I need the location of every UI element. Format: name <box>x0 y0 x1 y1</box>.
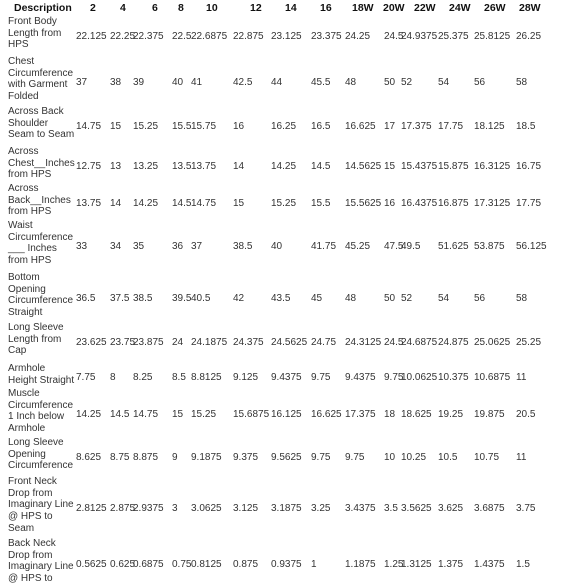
table-cell: 9.1875 <box>191 452 222 463</box>
table-cell: 25.375 <box>438 31 469 42</box>
table-cell: 3.625 <box>438 503 464 514</box>
description-line: Armhole <box>8 363 46 374</box>
description-line: Front Body <box>8 16 57 27</box>
description-line: Circumference <box>8 460 74 472</box>
table-cell: 8.625 <box>76 452 102 463</box>
table-cell: 24 <box>172 337 184 348</box>
table-cell: 35 <box>133 241 145 252</box>
table-cell: 11 <box>516 452 527 463</box>
table-cell: 10.375 <box>438 372 469 383</box>
table-cell: 2.8125 <box>76 503 107 514</box>
row-description <box>8 363 78 386</box>
table-cell: 14.25 <box>133 198 159 209</box>
table-cell: 16.75 <box>516 161 542 172</box>
description-line: Across <box>8 146 39 157</box>
table-cell: 1.4375 <box>474 559 505 570</box>
table-cell: 9.75 <box>311 452 331 463</box>
row-description <box>8 220 78 267</box>
table-cell: 10.5 <box>438 452 458 463</box>
description-line: Chest <box>8 56 35 67</box>
table-cell: 45 <box>311 293 323 304</box>
description-line: from HPS <box>8 206 52 218</box>
table-cell: 7.75 <box>76 372 96 383</box>
description-line: Drop from <box>8 549 53 561</box>
table-cell: 9.75 <box>345 452 365 463</box>
table-cell: 15.6875 <box>233 409 270 420</box>
column-header-size: 12 <box>250 2 262 14</box>
table-cell: 16.625 <box>345 121 376 132</box>
table-cell: 17.3125 <box>474 198 511 209</box>
table-cell: 53.875 <box>474 241 505 252</box>
table-cell: 15 <box>233 198 245 209</box>
table-cell: 15 <box>172 409 184 420</box>
description-line: Muscle <box>8 388 40 399</box>
table-cell: 3.125 <box>233 503 259 514</box>
table-cell: 11 <box>516 372 527 383</box>
table-cell: 24.5 <box>384 337 404 348</box>
description-line: Circumference <box>8 399 74 411</box>
table-cell: 51.625 <box>438 241 469 252</box>
table-cell: 45.25 <box>345 241 371 252</box>
table-cell: 3.0625 <box>191 503 222 514</box>
table-cell: 24.25 <box>345 31 371 42</box>
table-cell: 16 <box>233 121 245 132</box>
table-cell: 15.25 <box>133 121 159 132</box>
table-cell: 14.5 <box>172 198 192 209</box>
description-line: ___ Inches <box>8 243 57 255</box>
table-cell: 3.5 <box>384 503 398 514</box>
table-cell: 15.5 <box>311 198 331 209</box>
description-line: Long Sleeve <box>8 437 64 448</box>
table-cell: 1.1875 <box>345 559 376 570</box>
table-cell: 13.5 <box>172 161 192 172</box>
table-cell: 16.25 <box>271 121 297 132</box>
table-cell: 10.6875 <box>474 372 511 383</box>
row-description <box>8 56 78 103</box>
description-line: Imaginary Line <box>8 499 74 511</box>
table-cell: 41 <box>191 77 203 88</box>
table-cell: 36 <box>172 241 184 252</box>
table-cell: 40.5 <box>191 293 211 304</box>
table-cell: 18 <box>384 409 396 420</box>
table-cell: 0.625 <box>110 559 136 570</box>
table-cell: 58 <box>516 77 528 88</box>
table-cell: 14 <box>233 161 245 172</box>
table-cell: 44 <box>271 77 283 88</box>
table-cell: 37.5 <box>110 293 130 304</box>
table-cell: 18.5 <box>516 121 536 132</box>
table-cell: 1 <box>311 559 317 570</box>
table-cell: 13.75 <box>191 161 217 172</box>
column-header-size: 10 <box>206 2 218 14</box>
table-cell: 23.875 <box>133 337 164 348</box>
table-cell: 58 <box>516 293 528 304</box>
table-cell: 24.6875 <box>401 337 438 348</box>
row-description <box>8 388 78 435</box>
table-cell: 3.5625 <box>401 503 432 514</box>
description-line: Cap <box>8 345 27 357</box>
table-cell: 56.125 <box>516 241 547 252</box>
description-line: from HPS <box>8 169 52 181</box>
description-line: Back Neck <box>8 538 56 549</box>
description-line: Circumference <box>8 295 74 307</box>
table-cell: 8 <box>110 372 116 383</box>
table-cell: 9.4375 <box>345 372 376 383</box>
table-cell: 15.75 <box>191 121 217 132</box>
description-line: HPS <box>8 39 29 51</box>
table-cell: 3 <box>172 503 178 514</box>
row-description <box>8 476 78 535</box>
table-cell: 2.9375 <box>133 503 164 514</box>
table-cell: 50 <box>384 293 396 304</box>
row-description <box>8 106 78 141</box>
description-line: Front Neck <box>8 476 57 487</box>
table-cell: 43.5 <box>271 293 291 304</box>
table-cell: 19.875 <box>474 409 505 420</box>
table-cell: 14.5 <box>311 161 331 172</box>
table-cell: 19.25 <box>438 409 464 420</box>
row-description <box>8 272 78 319</box>
table-cell: 36.5 <box>76 293 96 304</box>
table-cell: 15.4375 <box>401 161 438 172</box>
description-line: Drop from <box>8 487 53 499</box>
description-line: Long Sleeve <box>8 322 64 333</box>
table-cell: 24.75 <box>311 337 337 348</box>
table-cell: 41.75 <box>311 241 337 252</box>
table-cell: 22.875 <box>233 31 264 42</box>
column-header-size: 14 <box>285 2 297 14</box>
table-cell: 49.5 <box>401 241 421 252</box>
table-cell: 14.5 <box>110 409 130 420</box>
description-line: Straight <box>8 307 43 319</box>
table-cell: 1.375 <box>438 559 464 570</box>
table-cell: 45.5 <box>311 77 331 88</box>
row-description <box>8 183 78 218</box>
description-line: Chest__Inches <box>8 157 75 169</box>
table-cell: 0.8125 <box>191 559 222 570</box>
column-header-size: 22W <box>414 2 436 14</box>
table-cell: 24.9375 <box>401 31 438 42</box>
table-cell: 1.3125 <box>401 559 432 570</box>
table-cell: 56 <box>474 77 486 88</box>
row-description <box>8 538 78 585</box>
description-line: Folded <box>8 91 39 103</box>
table-cell: 14.75 <box>76 121 102 132</box>
table-cell: 0.6875 <box>133 559 164 570</box>
column-header-size: 4 <box>120 2 126 14</box>
table-cell: 16.3125 <box>474 161 511 172</box>
table-cell: 10.0625 <box>401 372 438 383</box>
table-cell: 17.75 <box>438 121 464 132</box>
table-cell: 14.75 <box>191 198 217 209</box>
description-line: Circumference <box>8 67 74 79</box>
row-description <box>8 16 78 51</box>
table-cell: 1.25 <box>384 559 404 570</box>
table-cell: 8.8125 <box>191 372 222 383</box>
column-header-description: Description <box>14 2 72 14</box>
table-cell: 47.5 <box>384 241 404 252</box>
table-cell: 9.75 <box>311 372 331 383</box>
table-cell: 15.25 <box>191 409 217 420</box>
table-cell: 16.875 <box>438 198 469 209</box>
description-line: Opening <box>8 283 46 295</box>
description-line: with Garment <box>8 79 68 91</box>
description-line: Height Straight <box>8 374 75 386</box>
table-cell: 56 <box>474 293 486 304</box>
table-cell: 9 <box>172 452 178 463</box>
description-line: from HPS <box>8 255 52 267</box>
table-cell: 15 <box>384 161 396 172</box>
table-cell: 18.125 <box>474 121 505 132</box>
table-cell: 25.0625 <box>474 337 511 348</box>
description-line: Across <box>8 183 39 194</box>
column-header-size: 20W <box>383 2 405 14</box>
table-cell: 15 <box>110 121 122 132</box>
table-cell: 25.8125 <box>474 31 511 42</box>
table-cell: 17.375 <box>345 409 376 420</box>
table-cell: 22.6875 <box>191 31 228 42</box>
table-cell: 15.5625 <box>345 198 382 209</box>
table-cell: 38.5 <box>233 241 253 252</box>
table-cell: 15.5 <box>172 121 192 132</box>
table-cell: 14.5625 <box>345 161 382 172</box>
table-cell: 39 <box>133 77 145 88</box>
table-cell: 42 <box>233 293 245 304</box>
description-line: Length from <box>8 27 62 39</box>
table-cell: 13 <box>110 161 122 172</box>
table-cell: 9.375 <box>233 452 259 463</box>
description-line: Circumference <box>8 231 74 243</box>
column-header-size: 8 <box>178 2 184 14</box>
description-line: Bottom <box>8 272 40 283</box>
table-cell: 8.875 <box>133 452 159 463</box>
table-cell: 16.5 <box>311 121 331 132</box>
table-cell: 8.25 <box>133 372 153 383</box>
table-cell: 9.5625 <box>271 452 302 463</box>
table-cell: 10.25 <box>401 452 427 463</box>
table-cell: 14.25 <box>271 161 297 172</box>
table-cell: 22.125 <box>76 31 107 42</box>
description-line: Opening <box>8 448 46 460</box>
table-cell: 0.5625 <box>76 559 107 570</box>
table-cell: 0.875 <box>233 559 259 570</box>
table-cell: 40 <box>271 241 283 252</box>
description-line: Back__Inches <box>8 194 71 206</box>
description-line: Imaginary Line <box>8 561 74 573</box>
description-line: 1 Inch below <box>8 411 65 423</box>
table-cell: 37 <box>191 241 203 252</box>
table-cell: 1.5 <box>516 559 530 570</box>
table-cell: 25.25 <box>516 337 542 348</box>
table-cell: 34 <box>110 241 122 252</box>
table-cell: 22.375 <box>133 31 164 42</box>
description-line: Seam <box>8 522 35 534</box>
table-cell: 48 <box>345 293 357 304</box>
row-description <box>8 146 78 181</box>
table-cell: 9.75 <box>384 372 404 383</box>
table-cell: 16.625 <box>311 409 342 420</box>
description-line: Waist <box>8 220 33 231</box>
table-cell: 17.75 <box>516 198 542 209</box>
table-cell: 14.25 <box>76 409 102 420</box>
description-line: @ HPS to <box>8 573 53 585</box>
table-cell: 54 <box>438 293 450 304</box>
table-cell: 3.25 <box>311 503 331 514</box>
table-cell: 38.5 <box>133 293 153 304</box>
table-cell: 37 <box>76 77 88 88</box>
table-cell: 33 <box>76 241 88 252</box>
table-cell: 16.125 <box>271 409 302 420</box>
table-cell: 13.25 <box>133 161 159 172</box>
description-line: Armhole <box>8 423 46 435</box>
table-cell: 18.625 <box>401 409 432 420</box>
table-cell: 23.125 <box>271 31 302 42</box>
table-cell: 22.25 <box>110 31 136 42</box>
table-cell: 40 <box>172 77 184 88</box>
description-line: Length from <box>8 333 62 345</box>
table-cell: 23.75 <box>110 337 136 348</box>
table-cell: 23.625 <box>76 337 107 348</box>
table-cell: 10 <box>384 452 396 463</box>
column-header-size: 6 <box>152 2 158 14</box>
table-cell: 42.5 <box>233 77 253 88</box>
table-cell: 52 <box>401 77 413 88</box>
table-cell: 2.875 <box>110 503 136 514</box>
description-line: @ HPS to <box>8 511 53 523</box>
description-line: Seam to Seam <box>8 129 75 141</box>
column-header-size: 16 <box>320 2 332 14</box>
table-cell: 8.5 <box>172 372 186 383</box>
table-cell: 9.4375 <box>271 372 302 383</box>
table-cell: 24.1875 <box>191 337 228 348</box>
table-cell: 10.75 <box>474 452 500 463</box>
table-cell: 52 <box>401 293 413 304</box>
table-cell: 39.5 <box>172 293 192 304</box>
column-header-size: 18W <box>352 2 374 14</box>
column-header-size: 2 <box>90 2 96 14</box>
table-cell: 50 <box>384 77 396 88</box>
table-cell: 24.375 <box>233 337 264 348</box>
table-cell: 24.5625 <box>271 337 308 348</box>
table-cell: 54 <box>438 77 450 88</box>
table-cell: 15.875 <box>438 161 469 172</box>
table-cell: 16 <box>384 198 396 209</box>
column-header-size: 26W <box>484 2 506 14</box>
column-header-size: 28W <box>519 2 541 14</box>
table-cell: 3.4375 <box>345 503 376 514</box>
table-cell: 24.875 <box>438 337 469 348</box>
row-description <box>8 322 78 357</box>
table-cell: 38 <box>110 77 122 88</box>
table-cell: 24.3125 <box>345 337 382 348</box>
table-cell: 12.75 <box>76 161 102 172</box>
table-cell: 20.5 <box>516 409 536 420</box>
table-cell: 14 <box>110 198 122 209</box>
table-cell: 23.375 <box>311 31 342 42</box>
table-cell: 14.75 <box>133 409 159 420</box>
table-cell: 0.75 <box>172 559 192 570</box>
table-cell: 8.75 <box>110 452 130 463</box>
table-cell: 13.75 <box>76 198 102 209</box>
table-cell: 3.6875 <box>474 503 505 514</box>
table-cell: 17 <box>384 121 396 132</box>
table-cell: 22.5 <box>172 31 192 42</box>
description-line: Across Back <box>8 106 64 117</box>
table-cell: 16.4375 <box>401 198 438 209</box>
table-cell: 0.9375 <box>271 559 302 570</box>
description-line: Shoulder <box>8 117 49 129</box>
table-cell: 24.5 <box>384 31 404 42</box>
table-cell: 15.25 <box>271 198 297 209</box>
row-description <box>8 437 78 472</box>
table-cell: 3.75 <box>516 503 536 514</box>
table-cell: 17.375 <box>401 121 432 132</box>
table-cell: 26.25 <box>516 31 542 42</box>
table-cell: 9.125 <box>233 372 259 383</box>
table-cell: 3.1875 <box>271 503 302 514</box>
column-header-size: 24W <box>449 2 471 14</box>
table-cell: 48 <box>345 77 357 88</box>
